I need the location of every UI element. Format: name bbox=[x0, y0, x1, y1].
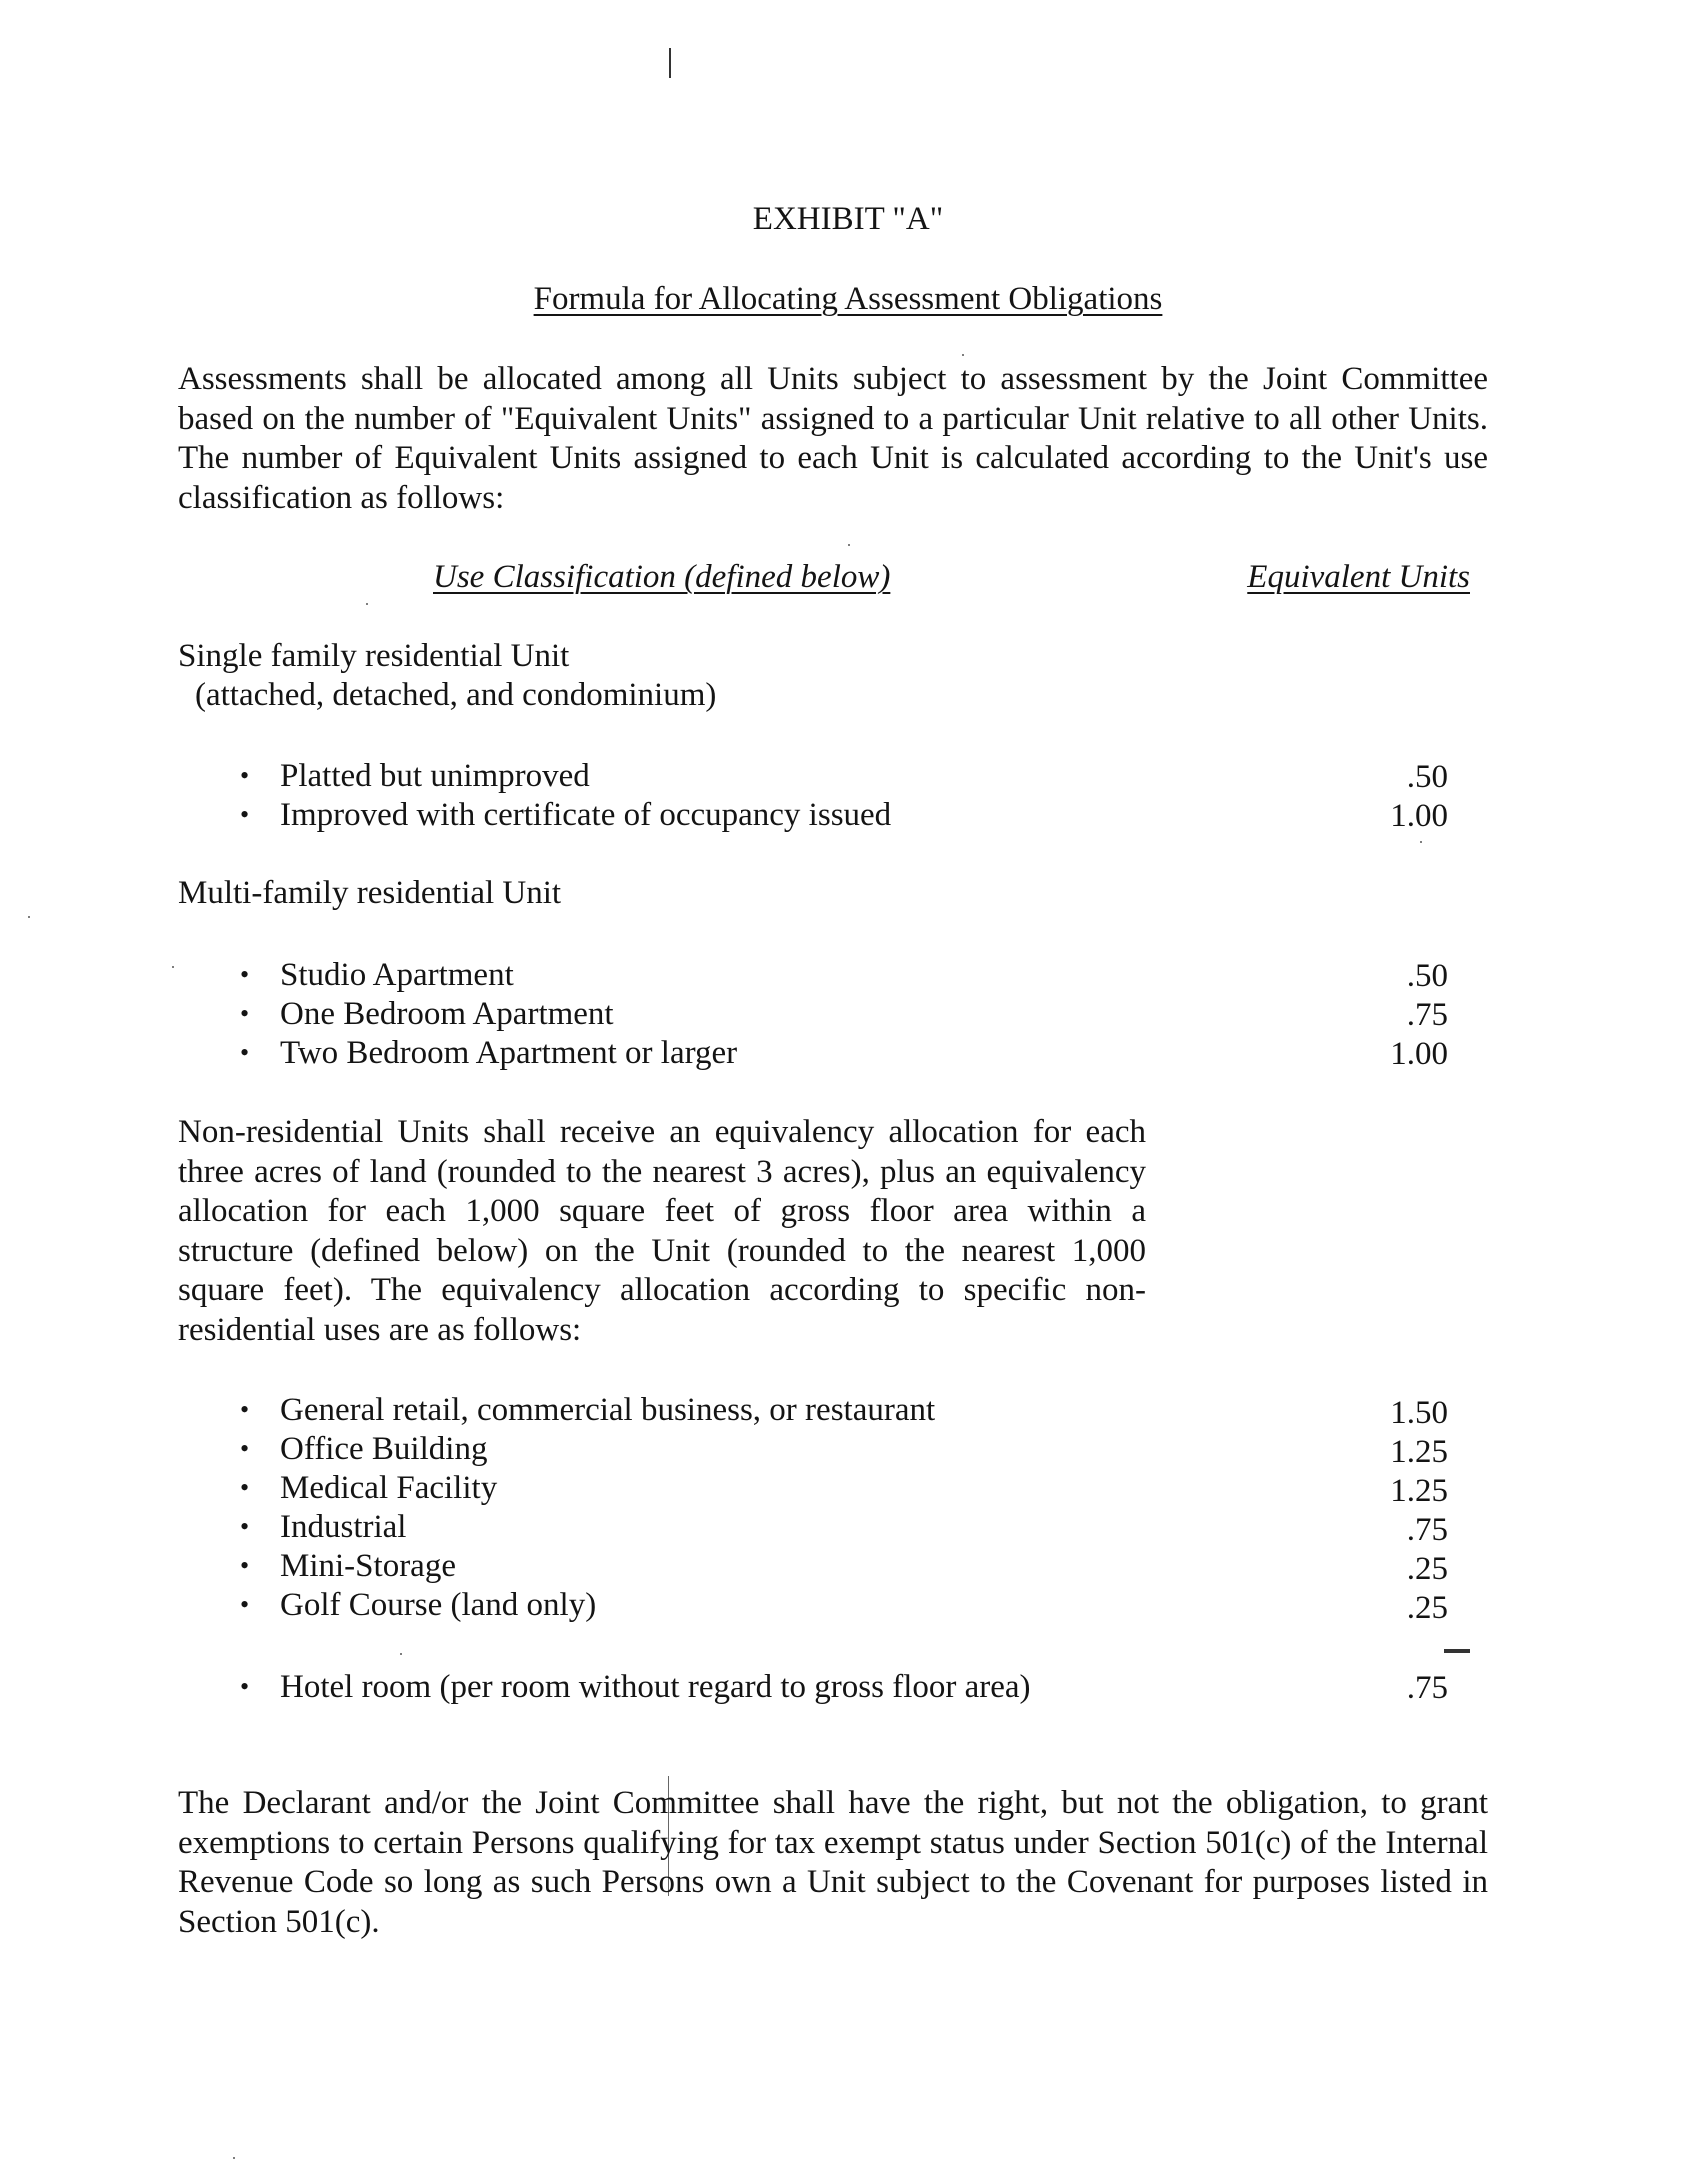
list-item bbox=[240, 1429, 487, 1470]
scan-speck bbox=[172, 966, 174, 968]
list-item-label: Golf Course (land only) bbox=[280, 1587, 597, 1623]
bullet-icon: • bbox=[240, 1672, 250, 1701]
scan-speck bbox=[233, 2157, 235, 2159]
list-item-label: One Bedroom Apartment bbox=[280, 996, 614, 1032]
bullet-icon: • bbox=[240, 1038, 250, 1067]
scan-speck bbox=[1420, 841, 1422, 843]
list-item bbox=[240, 756, 590, 797]
equivalent-unit-value: .50 bbox=[1406, 759, 1448, 795]
list-item-label: Industrial bbox=[280, 1509, 407, 1545]
list-item-label: Studio Apartment bbox=[280, 957, 514, 993]
multi-family-heading: Multi-family residential Unit bbox=[178, 875, 562, 911]
scan-speck bbox=[28, 916, 30, 918]
list-item bbox=[240, 1033, 737, 1074]
equivalent-unit-value: 1.50 bbox=[1390, 1395, 1448, 1431]
equivalent-unit-value: 1.00 bbox=[1390, 798, 1448, 834]
equivalent-unit-value: 1.25 bbox=[1390, 1473, 1448, 1509]
scan-speck bbox=[962, 354, 964, 356]
list-item bbox=[240, 795, 891, 836]
list-item-label: General retail, commercial business, or restaurant bbox=[280, 1392, 936, 1428]
scan-speck bbox=[400, 1653, 402, 1655]
scan-speck bbox=[366, 603, 368, 605]
closing-paragraph: The Declarant and/or the Joint Committee shall have the right, but not the obligation, to grant exemptions to certain Persons qualifying for tax exempt status under Section 501(c) of the Internal Revenue Code so long as such Persons own a Unit subject to the Covenant for purposes listed in Section 501(c). bbox=[178, 1785, 1488, 1940]
equivalent-unit-value: .25 bbox=[1406, 1590, 1448, 1626]
equivalent-unit-value: 1.00 bbox=[1390, 1036, 1448, 1072]
equivalent-unit-value: .75 bbox=[1406, 997, 1448, 1033]
list-item bbox=[240, 1585, 596, 1626]
equivalent-unit-value: .25 bbox=[1406, 1551, 1448, 1587]
bullet-icon: • bbox=[240, 1512, 250, 1541]
document-subtitle bbox=[0, 280, 1696, 320]
single-family-subheading: (attached, detached, and condominium) bbox=[195, 677, 717, 713]
bullet-icon: • bbox=[240, 1473, 250, 1502]
list-item-label: Two Bedroom Apartment or larger bbox=[280, 1035, 738, 1071]
list-item bbox=[240, 1546, 456, 1587]
bullet-icon: • bbox=[240, 800, 250, 829]
bullet-icon: • bbox=[240, 1434, 250, 1463]
list-item bbox=[240, 994, 614, 1035]
list-item bbox=[240, 1667, 1031, 1708]
list-item bbox=[240, 1468, 497, 1509]
bullet-icon: • bbox=[240, 1551, 250, 1580]
list-item-label: Improved with certificate of occupancy issued bbox=[280, 797, 892, 833]
list-item-label: Mini-Storage bbox=[280, 1548, 456, 1584]
single-family-heading: Single family residential Unit bbox=[178, 638, 570, 674]
subtitle-text: Formula for Allocating Assessment Obligations bbox=[533, 281, 1163, 317]
scan-mark bbox=[1444, 1649, 1470, 1653]
list-item-label: Platted but unimproved bbox=[280, 758, 590, 794]
bullet-icon: • bbox=[240, 761, 250, 790]
non-residential-paragraph: Non-residential Units shall receive an equivalency allocation for each three acres of land (rounded to the nearest 3 acres), plus an equivalency allocation for each 1,000 square feet of gross floor area within a structure (defined below) on the Unit (rounded to the nearest 1,000 square feet). The equivalency allocation according to specific non-residential uses are as follows: bbox=[178, 1114, 1146, 1348]
equivalent-unit-value: .75 bbox=[1406, 1670, 1448, 1706]
list-item bbox=[240, 1390, 935, 1431]
equivalent-unit-value: .75 bbox=[1406, 1512, 1448, 1548]
list-item-label: Medical Facility bbox=[280, 1470, 498, 1506]
scan-speck bbox=[848, 544, 850, 546]
use-classification-header: Use Classification (defined below) bbox=[433, 559, 891, 595]
scan-mark bbox=[669, 48, 671, 78]
equivalent-unit-value: 1.25 bbox=[1390, 1434, 1448, 1470]
exhibit-title: EXHIBIT "A" bbox=[752, 201, 944, 237]
bullet-icon: • bbox=[240, 1590, 250, 1619]
bullet-icon: • bbox=[240, 960, 250, 989]
intro-paragraph: Assessments shall be allocated among all Units subject to assessment by the Joint Committee based on the number of "Equivalent Units" assigned to a particular Unit relative to all other Units. The number of Equivalent Units assigned to each Unit is calculated according to the Unit's use classification as follows: bbox=[178, 361, 1488, 516]
bullet-icon: • bbox=[240, 1395, 250, 1424]
list-item-label: Hotel room (per room without regard to gross floor area) bbox=[280, 1669, 1031, 1705]
bullet-icon: • bbox=[240, 999, 250, 1028]
equivalent-units-header: Equivalent Units bbox=[1247, 559, 1470, 595]
equivalent-unit-value: .50 bbox=[1406, 958, 1448, 994]
list-item bbox=[240, 1507, 406, 1548]
list-item-label: Office Building bbox=[280, 1431, 488, 1467]
list-item bbox=[240, 955, 514, 996]
